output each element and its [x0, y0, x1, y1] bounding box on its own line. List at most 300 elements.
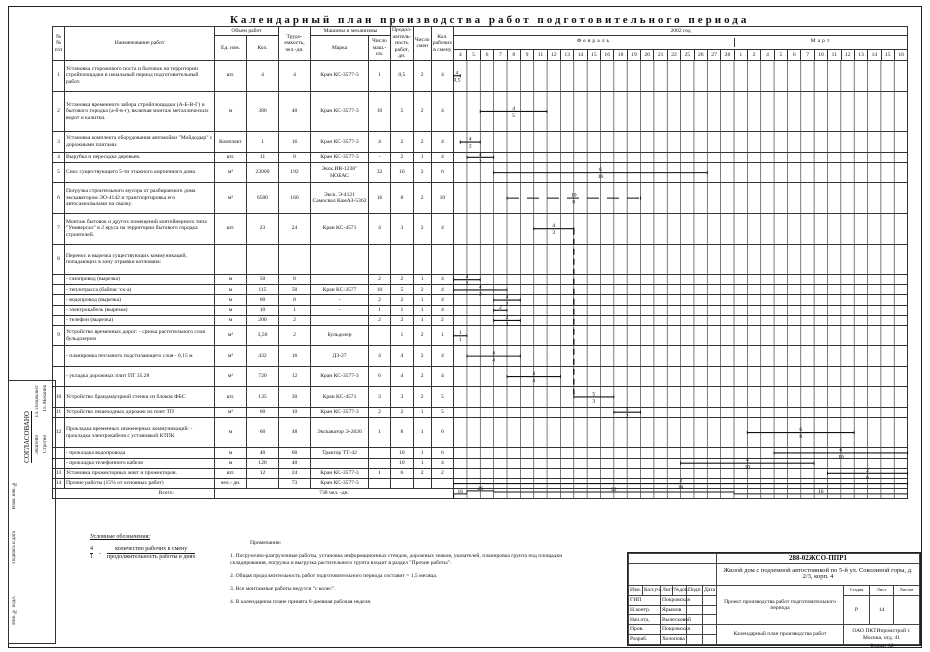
bar-workers-label: 4 — [468, 136, 472, 143]
row-number: 3 — [53, 132, 65, 152]
table-row — [53, 162, 908, 182]
row-unit: шт. — [215, 468, 247, 478]
bar-workers-label: 4 — [478, 284, 482, 291]
bar-workers-label: 1 — [458, 330, 462, 337]
note-item: 3. Все монтажные работы ведутся "с колес". — [230, 586, 336, 592]
row-number: 5 — [53, 162, 65, 182]
row-labor: 48 — [279, 417, 311, 448]
row-brand: Кран КС-4571 — [311, 387, 369, 407]
row-qty: 3,50 — [247, 326, 279, 346]
day-cell: 19 — [628, 50, 641, 60]
row-name: Прокладка временных инженерных коммуникаций: - прокладка электрокабеля с установкой КТПК — [65, 417, 215, 448]
row-shifts: 1 — [413, 417, 431, 448]
row-workers: 4 — [431, 285, 453, 295]
page-title: Календарный план производства работ подготовительного периода — [230, 14, 750, 26]
gantt-row-cell — [454, 91, 908, 132]
row-brand: Экскаватор Э-2626 — [311, 417, 369, 448]
row-qty: 135 — [247, 387, 279, 407]
gantt-row-cell — [454, 295, 908, 305]
bar-duration-label: 3 — [592, 398, 596, 405]
role-label: ГИП — [629, 595, 661, 605]
row-qty: 380 — [247, 91, 279, 132]
row-mach-count: 2 — [369, 275, 391, 285]
row-brand — [311, 315, 369, 325]
table-row — [53, 326, 908, 346]
row-shifts: 2 — [413, 285, 431, 295]
table-row — [53, 60, 908, 91]
month-february: Февраль — [454, 38, 735, 47]
row-number: 8 — [53, 244, 65, 275]
stage-value: Р — [843, 595, 869, 625]
row-mach-count: - — [369, 152, 391, 162]
day-cell: 21 — [654, 50, 667, 60]
row-shifts: 1 — [413, 305, 431, 315]
row-labor: 4 — [279, 60, 311, 91]
table-row — [53, 478, 908, 488]
row-mach-count — [369, 244, 391, 275]
row-unit: шт. — [215, 152, 247, 162]
row-workers: 2 — [431, 468, 453, 478]
total-value: 738 чел. -дн. — [215, 489, 454, 499]
table-row — [53, 213, 908, 244]
table-row — [53, 346, 908, 366]
row-name: Установка сторожового поста и бытовок на территории стройплощадки в начальный период подготовительный работ. — [65, 60, 215, 91]
sign-date-label: Подпись и дата — [12, 531, 17, 564]
row-brand: Бульдозер — [311, 326, 369, 346]
row-labor: 8 — [279, 152, 311, 162]
row-qty: 720 — [247, 366, 279, 386]
row-number: 2 — [53, 91, 65, 132]
month-march: Март — [810, 37, 832, 44]
row-number: 6 — [53, 183, 65, 214]
col-num: №№ п/п — [53, 27, 65, 61]
bar-workers-label: 4 — [552, 223, 556, 230]
day-cell: 13 — [561, 50, 574, 60]
day-cell: 16 — [601, 50, 614, 60]
row-shifts: 2 — [413, 366, 431, 386]
row-qty: 60 — [247, 417, 279, 448]
role-label: Н.контр. — [629, 605, 661, 615]
row-labor: 192 — [279, 162, 311, 182]
gantt-row-cell — [454, 366, 908, 386]
stage-header: Стадия — [843, 585, 869, 595]
row-qty: 4 — [247, 60, 279, 91]
bar-workers-label: 4 — [478, 151, 482, 158]
schedule-table — [52, 26, 908, 499]
row-mach-count: 10 — [369, 91, 391, 132]
row-duration: 5 — [391, 285, 414, 295]
row-mach-count: 1 — [369, 60, 391, 91]
bar-workers-label: 4 — [532, 371, 536, 378]
gantt-row-cell — [454, 213, 908, 244]
approval-role-1: Гл. специалист — [35, 385, 40, 417]
bar-duration-label: 10 — [744, 464, 751, 471]
row-brand: Кран КС-3577-3 — [311, 132, 369, 152]
row-number: 13 — [53, 468, 65, 478]
workforce-value-label: 22 — [611, 487, 617, 494]
row-workers: 2 — [431, 315, 453, 325]
col-shifts: Число смен — [413, 27, 431, 61]
row-unit: м — [215, 305, 247, 315]
row-number — [53, 295, 65, 305]
row-workers: 4 — [431, 132, 453, 152]
col-workers: Кол. рабочих в смену — [431, 27, 453, 61]
row-duration: 8 — [391, 417, 414, 448]
approval-role-2: Гл. Механик — [43, 385, 48, 412]
table-row — [53, 458, 908, 468]
day-cell: 14 — [868, 50, 881, 60]
row-mach-count — [369, 448, 391, 458]
row-name: Снос существующего 5-ти этажного кирпичного дома — [65, 162, 215, 182]
row-labor: 2 — [279, 315, 311, 325]
row-shifts: 1 — [413, 295, 431, 305]
row-shifts: 1 — [413, 152, 431, 162]
bar-duration-label: 3 — [552, 230, 556, 237]
row-workers: 4 — [431, 91, 453, 132]
row-unit: м² — [215, 407, 247, 417]
row-shifts: 1 — [413, 275, 431, 285]
gantt-row-cell — [454, 60, 908, 91]
day-cell: 22 — [668, 50, 681, 60]
day-cell: 1 — [735, 50, 748, 60]
row-unit: м³ — [215, 346, 247, 366]
row-shifts: 2 — [413, 91, 431, 132]
day-cell: 7 — [801, 50, 814, 60]
col-name: Наименование работ — [65, 27, 215, 61]
row-duration: 10 — [391, 458, 414, 468]
note-item: 2. Общая продолжительность работ подготовительного периода составит = 1,5 месяца. — [230, 573, 438, 579]
row-mach-count: 2 — [369, 407, 391, 417]
bar-duration-label: 2 — [468, 143, 472, 150]
row-labor: 1 — [279, 305, 311, 315]
sheets-header: Листов — [893, 585, 919, 595]
row-shifts: 2 — [413, 213, 431, 244]
row-workers: 10 — [431, 183, 453, 214]
row-name: Устройство временных дорог: - срезка растительного слоя бульдозером — [65, 326, 215, 346]
day-cell: 5 — [467, 50, 480, 60]
row-mach-count: 6 — [369, 366, 391, 386]
row-name: Перенос и вырезка существующих коммуникаций, попадающих в зону отрывки котлована: — [65, 244, 215, 275]
row-labor: 73 — [279, 478, 311, 488]
row-unit: м — [215, 448, 247, 458]
gantt-row-cell — [454, 387, 908, 407]
row-brand: Кран КС-3577-3 — [311, 468, 369, 478]
gantt-row-cell — [454, 285, 908, 298]
row-workers: 5 — [431, 387, 453, 407]
total-label: Всего: — [53, 489, 215, 499]
row-labor: 16 — [279, 132, 311, 152]
row-name: - электрокабель (вырезка) — [65, 305, 215, 315]
row-labor: 16 — [279, 346, 311, 366]
row-workers: 6 — [431, 448, 453, 458]
row-mach-count: 2 — [369, 295, 391, 305]
table-row — [53, 295, 908, 305]
gantt-row-cell — [454, 162, 908, 182]
table-row — [53, 183, 908, 214]
row-name: Установка прожекторных мачт и прожекторов. — [65, 468, 215, 478]
table-row — [53, 366, 908, 386]
table-row — [53, 468, 908, 478]
role-label: Нач.отд. — [629, 615, 661, 625]
row-workers: 4 — [431, 346, 453, 366]
row-qty: 10 — [247, 305, 279, 315]
format-label: Формат А2 — [870, 644, 894, 649]
row-name: - укладка дорожных плит ПТ 35.28 — [65, 366, 215, 386]
row-labor: 10 — [279, 407, 311, 417]
bar-duration-label: 2 — [505, 321, 509, 328]
row-duration: 3 — [391, 387, 414, 407]
row-duration: 2 — [391, 152, 414, 162]
notes — [230, 540, 590, 606]
gantt-row-cell — [454, 183, 908, 214]
table-row — [53, 417, 908, 448]
role-label: Разраб. — [629, 635, 661, 645]
role-label: Пров. — [629, 625, 661, 635]
row-unit: м³ — [215, 326, 247, 346]
day-cell: 12 — [842, 50, 855, 60]
row-name: Установка комплекта оборудования автомойки "Мойдодыр" с дорожными плитами. — [65, 132, 215, 152]
day-cell: 12 — [548, 50, 561, 60]
gantt-row-cell — [454, 132, 908, 152]
table-row — [53, 387, 908, 407]
row-brand: - — [311, 295, 369, 305]
bar-duration-label: 10 — [838, 454, 844, 461]
bar-workers-label: 4 — [745, 457, 749, 464]
days-header — [454, 49, 908, 60]
row-qty — [247, 478, 279, 488]
bar-duration-label: 5 — [512, 112, 516, 119]
day-cell: 8 — [508, 50, 521, 60]
row-workers — [431, 244, 453, 275]
day-cell: 7 — [494, 50, 507, 60]
bar-workers-label: 10 — [571, 192, 577, 199]
row-mach-count: 2 — [369, 315, 391, 325]
row-labor: 12 — [279, 366, 311, 386]
total-row — [53, 489, 908, 499]
agreed-label: СОГЛАСОВАНО — [23, 411, 31, 463]
legend-bottom-text: продолжительность работы в днях — [107, 554, 196, 560]
row-shifts: 1 — [413, 315, 431, 325]
note-item: 4. В календарном плане принята 6-дневная рабочая неделя. — [230, 599, 372, 605]
gantt-row-cell — [454, 407, 908, 417]
row-qty: 432 — [247, 346, 279, 366]
bar-duration-label: 8 — [572, 199, 576, 206]
row-workers: 4 — [431, 152, 453, 162]
day-cell: 16 — [898, 51, 904, 58]
row-qty: 60 — [247, 295, 279, 305]
organization: ОАО ПКТИпромстрой г. Москва, отд. 41 — [843, 625, 919, 645]
row-qty: 6500 — [247, 183, 279, 214]
gantt-row-cell — [454, 478, 908, 488]
row-number: 12 — [53, 417, 65, 448]
row-labor: 8 — [279, 295, 311, 305]
role-person: Покровская — [661, 625, 687, 635]
day-cell: 4 — [761, 50, 774, 60]
legend: Условные обозначения: 4 1 - количество рабочих в смену продолжительность работы в днях — [90, 534, 196, 560]
row-labor: 2 — [279, 326, 311, 346]
row-unit: Комплект — [215, 132, 247, 152]
title-block — [627, 552, 921, 646]
tb-col-kol: Кол.уч — [643, 585, 661, 595]
row-brand: Трактор ТТ-42 — [311, 448, 369, 458]
row-unit: м — [215, 295, 247, 305]
row-number: 9 — [53, 326, 65, 346]
row-qty: 200 — [247, 315, 279, 325]
col-machines: Машины и механизмы — [311, 27, 391, 36]
row-unit: м — [215, 285, 247, 295]
row-number — [53, 305, 65, 315]
row-name: - телефон (вырезка) — [65, 315, 215, 325]
notes-title: Примечания: — [250, 540, 282, 546]
sheet-header: Лист — [869, 585, 893, 595]
row-duration: 3 — [391, 213, 414, 244]
row-qty: 40 — [247, 448, 279, 458]
row-labor — [279, 244, 311, 275]
col-volume: Объем работ — [215, 27, 279, 36]
row-shifts: 2 — [413, 132, 431, 152]
row-unit: м — [215, 315, 247, 325]
legend-top-value: 4 — [90, 546, 93, 552]
row-mach-count — [369, 458, 391, 468]
row-duration: 2 — [391, 132, 414, 152]
day-cell: 10 — [815, 50, 828, 60]
legend-top-text: количество рабочих в смену — [107, 546, 195, 554]
row-labor: 40 — [279, 91, 311, 132]
row-name: Погрузка строительного мусора от разбираемого дома экскаватором ЭО-4142 и транспортировка его автосамосвалами на свалку. — [65, 183, 215, 214]
bar-duration-label: 6 — [866, 474, 869, 481]
gantt-total-cell — [454, 489, 908, 499]
bar-workers-label: 2 — [505, 314, 509, 321]
inv-label: Инв. № подл. — [12, 596, 17, 625]
bar-workers-label: 6 — [839, 447, 843, 454]
row-mach-count — [369, 326, 391, 346]
col-brand: Марка — [311, 36, 369, 61]
day-cell: 15 — [588, 50, 601, 60]
bar-workers-label: 5 — [625, 406, 629, 413]
table-row — [53, 407, 908, 417]
day-cell: 11 — [828, 50, 841, 60]
col-labor: Трудо-емкость, чел.-дн. — [279, 27, 311, 61]
bar-workers-label: 4 — [492, 350, 496, 357]
row-duration: 1 — [391, 305, 414, 315]
row-unit: м — [215, 275, 247, 285]
row-labor: 24 — [279, 213, 311, 244]
row-number — [53, 346, 65, 366]
row-mach-count: 3 — [369, 387, 391, 407]
row-mach-count: 32 — [369, 162, 391, 182]
col-mach-count: Число маш.-см. — [369, 36, 391, 61]
day-cell: 25 — [681, 50, 694, 60]
row-shifts: 2 — [413, 60, 431, 91]
row-duration: 4 — [391, 346, 414, 366]
row-duration: 10 — [391, 448, 414, 458]
row-name: - планировка песчаного подстилающего слоя - 0,15 м — [65, 346, 215, 366]
row-name: Прочие работы (15% от основных работ) — [65, 478, 215, 488]
note-item: 1. Погрузочно-разгрузочные работы, установка информационных стендов, дорожных знаков, указателей, планировка грунта под площадки складирования, погрузка и выгрузка растительного грунта входит в раздел "Прочие работы". — [230, 553, 563, 566]
row-brand: Кран КС-3577 — [311, 285, 369, 295]
row-labor: 50 — [279, 285, 311, 295]
row-workers: 4 — [431, 305, 453, 315]
bar-workers-label: 4 — [505, 294, 509, 301]
row-unit — [215, 244, 247, 275]
row-shifts: 1 — [413, 458, 431, 468]
role-person: Покровская — [661, 595, 687, 605]
row-mach-count: 4 — [369, 213, 391, 244]
tb-col-izm: Изм. — [629, 585, 643, 595]
gantt-row-cell — [454, 326, 908, 346]
row-qty: 120 — [247, 458, 279, 468]
row-shifts: 2 — [413, 183, 431, 214]
bar-workers-label: 3 — [679, 478, 682, 485]
day-cell: 20 — [641, 50, 654, 60]
vzam-label: Взам. инв. № — [12, 481, 17, 510]
sheets-value — [893, 595, 919, 625]
row-mach-count: 1 — [369, 417, 391, 448]
row-brand: Кран КС-3577-3 — [311, 60, 369, 91]
row-workers: 6 — [431, 162, 453, 182]
bar-duration-label: 2 — [625, 413, 629, 420]
bar-duration-label: 8 — [799, 434, 803, 441]
tb-col-sign: Подп. — [687, 585, 703, 595]
row-unit: м — [215, 458, 247, 468]
role-person: Холопова — [661, 635, 687, 645]
row-duration: 16 — [391, 162, 414, 182]
row-brand: Кран КС-3577-3 — [311, 407, 369, 417]
row-brand: Кран КС-4571 — [311, 213, 369, 244]
object-name: Жилой дом с подземной автостоянкой по 5-й ул. Соколиной горы, д. 2/3, корп. 4 — [717, 563, 920, 585]
row-qty: 12 — [247, 468, 279, 478]
day-cell: 27 — [708, 50, 721, 60]
row-unit: шт. — [215, 60, 247, 91]
row-name: - газопровод (вырезка) — [65, 275, 215, 285]
gantt-row-cell — [454, 244, 908, 275]
day-cell: 4 — [454, 50, 467, 60]
row-unit: шт. — [215, 213, 247, 244]
row-mach-count: 16 — [369, 183, 391, 214]
bar-duration-label: 3 — [478, 291, 482, 298]
row-unit: м³ — [215, 162, 247, 182]
row-brand — [311, 458, 369, 468]
day-cell: 18 — [614, 50, 627, 60]
bar-duration-label: 2 — [478, 158, 482, 165]
project-name: Проект производства работ подготовительного периода — [717, 585, 844, 624]
row-labor: 160 — [279, 183, 311, 214]
row-name: Установка временного забора стройплощадки (А-Б-В-Г) и бытового городка (а-б-в-г), включая монтаж металлических ворот и калитки. — [65, 91, 215, 132]
row-name: - прокладка телефонного кабеля — [65, 458, 215, 468]
row-qty: 115 — [247, 285, 279, 295]
row-qty: 23 — [247, 213, 279, 244]
day-cell: 5 — [775, 50, 788, 60]
table-row — [53, 305, 908, 315]
row-duration: 0,5 — [391, 60, 414, 91]
row-brand — [311, 244, 369, 275]
bar-duration-label: 2 — [505, 301, 509, 308]
row-workers: 4 — [431, 458, 453, 468]
tb-col-list: Лист — [661, 585, 673, 595]
row-duration: 2 — [391, 295, 414, 305]
bar-duration-label: 4 — [532, 378, 536, 385]
day-cell: 15 — [882, 50, 895, 60]
row-workers: 4 — [431, 295, 453, 305]
row-number: 14 — [53, 478, 65, 488]
row-shifts: 2 — [413, 346, 431, 366]
months-header — [454, 36, 908, 50]
row-duration — [391, 478, 414, 488]
table-row — [53, 152, 908, 162]
gantt-row-cell — [454, 468, 908, 478]
approval-name-2: Строгин — [43, 435, 48, 453]
row-shifts: 2 — [413, 326, 431, 346]
